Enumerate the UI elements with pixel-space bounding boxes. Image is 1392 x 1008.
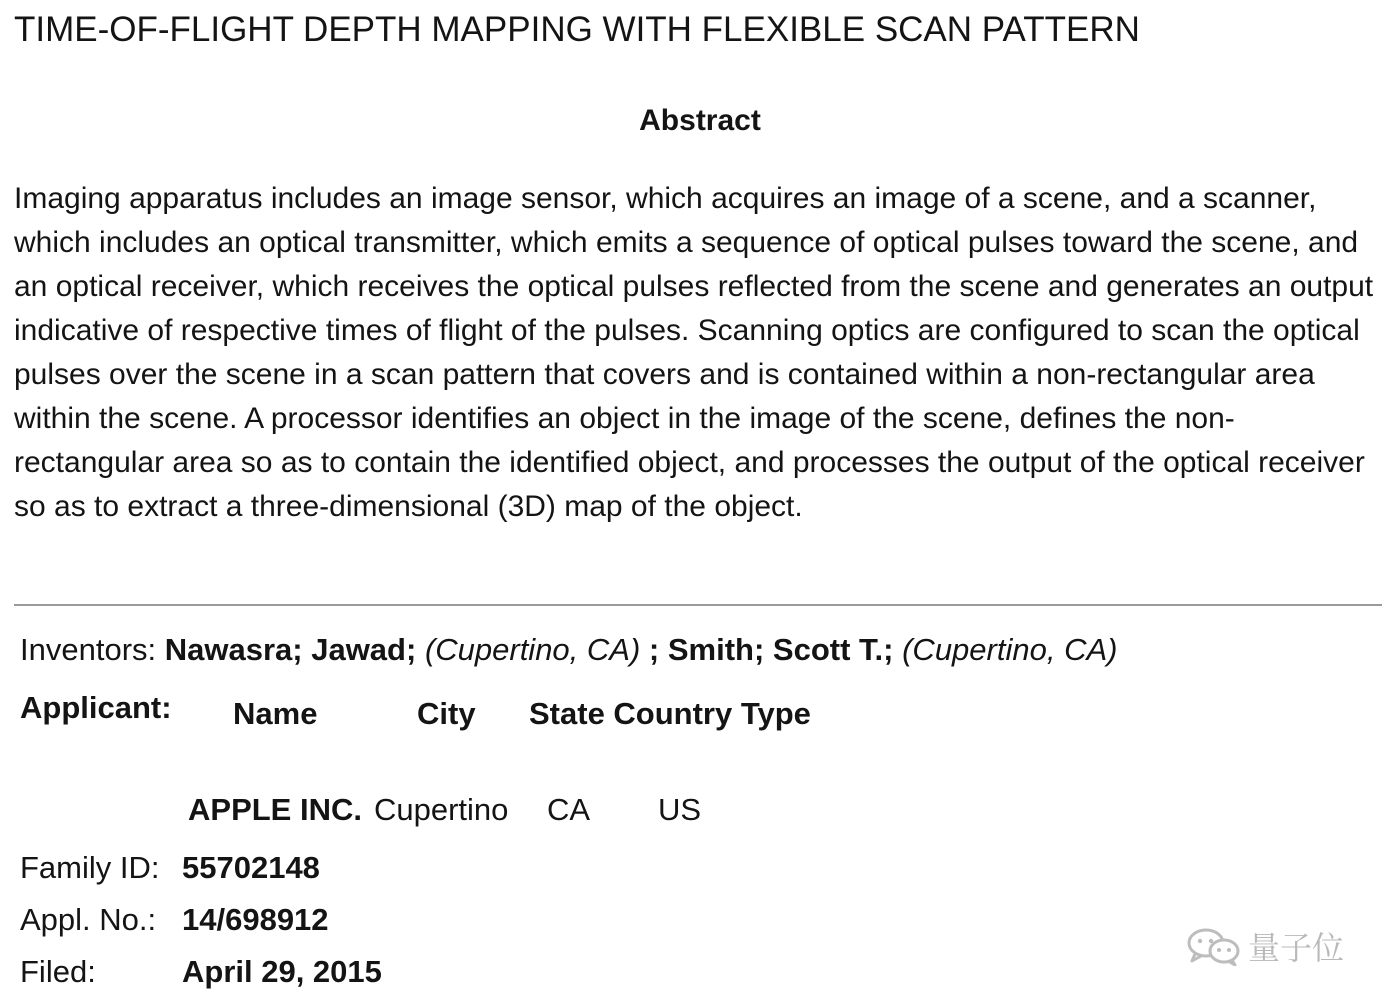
watermark-text: 量子位 <box>1248 930 1345 966</box>
patent-title: TIME-OF-FLIGHT DEPTH MAPPING WITH FLEXIBLE SCAN PATTERN <box>14 10 1140 49</box>
abstract-heading: Abstract <box>639 104 761 137</box>
section-divider <box>14 604 1382 606</box>
appl-no-label: Appl. No.: <box>20 902 157 937</box>
applicant-city: Cupertino <box>374 792 509 827</box>
inventor-location: (Cupertino, CA) <box>424 632 641 667</box>
applicant-label: Applicant: <box>20 690 172 725</box>
abstract-text: Imaging apparatus includes an image sensor, which acquires an image of a scene, and a scanner, which includes an optical transmitter, which emits a sequence of optical pulses toward the scene, and an optical receiver, which receives the optical pulses reflected from the scene and generates an output indicative of respective times of flight of the pulses. Scanning optics are configured to scan the optical pulses over the scene in a scan pattern that covers and is contained within a non-rectangular area within the scene. A processor identifies an object in the image of the scene, defines the non-rectangular area so as to contain the identified object, and processes the output of the optical receiver so as to extract a three-dimensional (3D) map of the object. <box>14 182 1374 523</box>
applicant-name: APPLE INC. <box>188 792 362 827</box>
family-id-value: 55702148 <box>182 850 320 885</box>
watermark <box>1186 924 1344 968</box>
inventors-line <box>20 632 1117 668</box>
inventor-name: Smith; Scott T.; <box>667 632 894 667</box>
filed-label: Filed: <box>20 954 96 989</box>
appl-no-value: 14/698912 <box>182 902 329 937</box>
applicant-column-city: City <box>417 696 476 731</box>
applicant-country: US <box>658 792 702 827</box>
inventors-label: Inventors: <box>20 632 157 667</box>
wechat-icon <box>1186 926 1242 966</box>
inventor-name: Nawasra; Jawad; <box>164 632 417 667</box>
applicant-column-name: Name <box>233 696 318 731</box>
family-id-label: Family ID: <box>20 850 160 885</box>
inventor-separator: ; <box>648 632 660 667</box>
inventor-location: (Cupertino, CA) <box>902 632 1118 667</box>
applicant-column-state-country-type: State Country Type <box>529 696 811 731</box>
filed-value: April 29, 2015 <box>182 954 382 989</box>
applicant-state: CA <box>547 792 591 827</box>
